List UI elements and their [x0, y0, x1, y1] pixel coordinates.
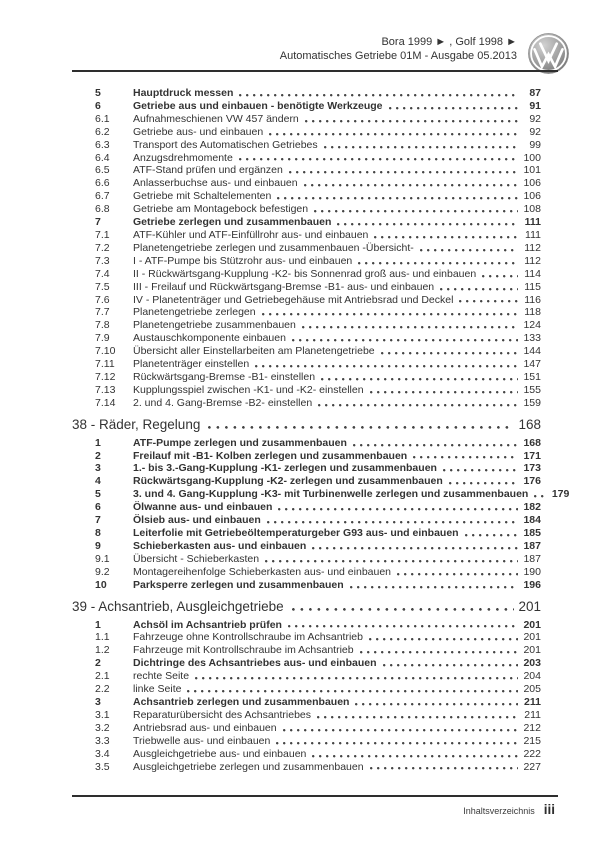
toc-item: [95, 722, 541, 735]
dot-leader: [370, 761, 518, 774]
toc-item-number: 7.7: [95, 306, 110, 319]
toc-item: [95, 281, 541, 294]
toc-item-title: Triebwelle aus- und einbauen: [133, 734, 271, 747]
chapter-page-number: 201: [518, 598, 541, 614]
toc-item-title: Parksperre zerlegen und zusammenbauen: [133, 578, 344, 591]
dot-leader: [269, 126, 518, 139]
toc-item-page-number: 115: [524, 280, 541, 293]
dot-leader: [383, 657, 519, 670]
toc-item-number: 2: [95, 449, 101, 462]
toc-item-number: 8: [95, 527, 101, 539]
toc-item-title: IV - Planetenträger und Getriebegehäuse mit Antriebsrad und Deckel: [133, 293, 454, 306]
toc-item-title: ATF-Stand prüfen und ergänzen: [133, 164, 283, 177]
toc-item-number: 6.6: [95, 177, 110, 190]
toc-item-page-number: 106: [523, 177, 541, 190]
toc-item-number: 9.1: [95, 552, 110, 565]
toc-item-title: Übersicht - Schieberkasten: [133, 552, 260, 565]
toc-item-title: Leiterfolie mit Getriebeöltemperaturgeber G93 aus- und einbauen: [133, 527, 459, 539]
toc-item-number: 1: [95, 618, 101, 631]
toc: [0, 87, 600, 773]
toc-item: [95, 450, 541, 463]
dot-leader: [305, 113, 518, 126]
toc-item: [95, 371, 541, 384]
toc-item: [95, 100, 541, 113]
toc-item: [95, 696, 541, 709]
toc-item-title: Planetenträger einstellen: [133, 358, 250, 371]
toc-item: [95, 709, 541, 722]
toc-item-number: 3: [95, 695, 101, 708]
dot-leader: [369, 631, 518, 644]
toc-item-number: 7.8: [95, 319, 110, 332]
dot-leader: [262, 306, 518, 319]
dot-leader: [355, 696, 518, 709]
dot-leader: [267, 514, 518, 527]
dot-leader: [482, 268, 518, 281]
toc-item-number: 3.2: [95, 721, 110, 734]
toc-item: [95, 553, 541, 566]
toc-item-page-number: 114: [524, 267, 541, 280]
toc-item-number: 7.12: [95, 370, 116, 383]
dot-leader: [187, 683, 518, 696]
toc-item: [95, 255, 541, 268]
dot-leader: [324, 139, 518, 152]
toc-item-title: Getriebe zerlegen und zusammenbauen: [133, 216, 332, 229]
dot-leader: [374, 229, 518, 242]
toc-item-page-number: 147: [523, 358, 541, 371]
toc-item-title: Übersicht aller Einstellarbeiten am Planetengetriebe: [133, 345, 375, 358]
toc-item-number: 7.1: [95, 228, 110, 241]
toc-item-page-number: 133: [523, 332, 541, 345]
toc-item-number: 3.5: [95, 760, 110, 773]
toc-item-page-number: 201: [523, 618, 541, 631]
toc-item-title: Getriebe aus- und einbauen: [133, 125, 264, 138]
dot-leader: [255, 358, 518, 371]
dot-leader: [304, 177, 518, 190]
toc-item-number: 4: [95, 475, 101, 488]
toc-item-title: Getriebe aus und einbauen - benötigte Werkzeuge: [133, 99, 383, 112]
toc-item: [95, 644, 541, 657]
dot-leader: [239, 152, 518, 165]
toc-item-number: 6.7: [95, 190, 110, 203]
toc-item-page-number: 184: [523, 514, 541, 527]
dot-leader: [239, 87, 518, 100]
toc-item-title: Freilauf mit -B1- Kolben zerlegen und zusammenbauen: [133, 449, 408, 462]
dot-leader: [283, 722, 518, 735]
toc-item: [95, 203, 541, 216]
toc-item-title: Anlasserbuchse aus- und einbauen: [133, 177, 298, 190]
toc-item: [95, 683, 541, 696]
dot-leader: [350, 579, 518, 592]
toc-item-page-number: 211: [524, 695, 541, 708]
toc-item-title: Aufnahmeschienen VW 457 ändern: [133, 112, 299, 125]
footer-label: Inhaltsverzeichnis: [463, 806, 535, 816]
dot-leader: [277, 190, 518, 203]
header-edition-line: Automatisches Getriebe 01M - Ausgabe 05.2013: [279, 49, 517, 62]
dot-leader: [413, 450, 518, 463]
toc-item-number: 9.2: [95, 565, 110, 578]
toc-item-page-number: 190: [523, 565, 541, 578]
toc-item: [95, 113, 541, 126]
toc-item-title: 1.- bis 3.-Gang-Kupplung -K1- zerlegen und zusammenbauen: [133, 462, 437, 475]
toc-item: [95, 761, 541, 774]
toc-item-title: Getriebe mit Schaltelementen: [133, 190, 272, 203]
toc-item-title: Achsantrieb zerlegen und zusammenbauen: [133, 695, 350, 708]
toc-item: [95, 735, 541, 748]
toc-item: [95, 229, 541, 242]
toc-item-page-number: 185: [523, 527, 541, 539]
toc-item: [95, 384, 541, 397]
toc-item-number: 1: [95, 436, 101, 449]
dot-leader: [278, 501, 518, 514]
toc-item-title: Transport des Automatischen Getriebes: [133, 138, 318, 151]
dot-leader: [317, 709, 518, 722]
toc-item-page-number: 173: [523, 462, 541, 475]
toc-item-number: 7.14: [95, 396, 116, 409]
toc-item-title: ATF-Pumpe zerlegen und zusammenbauen: [133, 436, 347, 449]
toc-item-number: 3.1: [95, 708, 110, 721]
toc-item-title: Getriebe am Montagebock befestigen: [133, 203, 309, 216]
dot-leader: [449, 475, 518, 488]
dot-leader: [292, 332, 518, 345]
header-divider: [72, 70, 558, 72]
toc-item-page-number: 116: [524, 293, 541, 306]
toc-item-title: rechte Seite: [133, 670, 190, 683]
toc-item-number: 3.4: [95, 747, 110, 760]
toc-item-title: Ausgleichgetriebe zerlegen und zusammenbauen: [133, 760, 364, 773]
toc-item: [95, 177, 541, 190]
dot-leader: [321, 371, 518, 384]
dot-leader: [318, 397, 518, 410]
toc-item-page-number: 201: [523, 631, 541, 644]
toc-item: [95, 527, 541, 540]
toc-item-number: 6.3: [95, 138, 110, 151]
dot-leader: [276, 735, 518, 748]
toc-item: [95, 579, 541, 592]
dot-leader: [370, 384, 518, 397]
footer-page-number: iii: [543, 802, 555, 817]
toc-item-number: 7.9: [95, 332, 110, 345]
toc-item-title: Austauschkomponente einbauen: [133, 332, 286, 345]
toc-item: [95, 358, 541, 371]
toc-item-title: Rückwärtsgang-Kupplung -K2- zerlegen und zusammenbauen: [133, 475, 443, 488]
toc-item: [95, 501, 541, 514]
toc-item-page-number: 87: [529, 87, 541, 99]
toc-item: [95, 657, 541, 670]
toc-item-page-number: 215: [523, 734, 541, 747]
toc-item-number: 6.2: [95, 125, 110, 138]
toc-item-number: 6.4: [95, 151, 110, 164]
toc-item-page-number: 155: [523, 383, 541, 396]
toc-item-number: 5: [95, 87, 101, 99]
footer-divider: [72, 795, 558, 797]
toc-item-number: 7.11: [95, 358, 115, 371]
toc-item-title: 2. und 4. Gang-Bremse -B2- einstellen: [133, 396, 313, 409]
toc-item-number: 2.1: [95, 670, 110, 683]
toc-item-page-number: 222: [523, 747, 541, 760]
dot-leader: [312, 540, 518, 553]
toc-item-number: 7: [95, 216, 101, 229]
toc-item-title: Ölsieb aus- und einbauen: [133, 514, 261, 527]
toc-item-number: 2: [95, 657, 101, 670]
toc-item-title: Achsöl im Achsantrieb prüfen: [133, 618, 282, 631]
toc-item-number: 7.4: [95, 267, 110, 280]
dot-leader: [465, 527, 518, 540]
toc-item-title: II - Rückwärtsgang-Kupplung -K2- bis Sonnenrad groß aus- und einbauen: [133, 267, 477, 280]
toc-item-title: Hauptdruck messen: [133, 87, 234, 99]
dot-leader: [208, 416, 514, 433]
toc-item-page-number: 205: [523, 683, 541, 696]
toc-item-number: 7.2: [95, 241, 110, 254]
dot-leader: [265, 553, 518, 566]
toc-item-page-number: 106: [523, 190, 541, 203]
toc-item-page-number: 182: [523, 501, 541, 514]
toc-item-page-number: 108: [523, 203, 541, 216]
toc-item-page-number: 118: [524, 306, 541, 319]
toc-item-page-number: 111: [524, 216, 541, 229]
toc-item-number: 9: [95, 539, 101, 552]
toc-item-page-number: 179: [551, 488, 570, 501]
toc-item-number: 6.5: [95, 164, 110, 177]
toc-chapter-heading: [72, 598, 541, 615]
toc-item: [95, 294, 541, 307]
toc-item-number: 6: [95, 501, 101, 514]
toc-item-number: 7.3: [95, 254, 110, 267]
toc-item-page-number: 101: [523, 164, 541, 177]
toc-item-number: 7.5: [95, 280, 110, 293]
dot-leader: [440, 281, 518, 294]
toc-item-number: 7.13: [95, 383, 116, 396]
toc-item: [95, 190, 541, 203]
toc-item: [95, 345, 541, 358]
dot-leader: [337, 216, 518, 229]
dot-leader: [358, 255, 518, 268]
toc-item: [95, 332, 541, 345]
toc-item: [95, 619, 541, 632]
dot-leader: [288, 619, 518, 632]
dot-leader: [292, 598, 515, 615]
header-model-line: Bora 1999 ► , Golf 1998 ►: [381, 36, 517, 48]
toc-item: [95, 397, 541, 410]
toc-item-number: 1.2: [95, 644, 110, 657]
toc-item-number: 3: [95, 462, 101, 475]
dot-leader: [534, 488, 546, 501]
toc-item-title: Planetengetriebe zerlegen: [133, 306, 256, 319]
toc-item-title: 3. und 4. Gang-Kupplung -K3- mit Turbinenwelle zerlegen und zusammenbauen: [133, 488, 529, 501]
toc-item-page-number: 187: [523, 539, 541, 552]
toc-item-number: 7.10: [95, 345, 116, 358]
dot-leader: [314, 203, 518, 216]
toc-item-page-number: 187: [523, 552, 541, 565]
toc-item: [95, 242, 541, 255]
toc-item: [95, 164, 541, 177]
dot-leader: [381, 345, 518, 358]
toc-item: [95, 216, 541, 229]
toc-item-page-number: 99: [529, 138, 541, 151]
toc-item: [95, 475, 541, 488]
toc-item-page-number: 91: [529, 99, 541, 112]
dot-leader: [312, 748, 518, 761]
toc-item-page-number: 124: [523, 319, 541, 332]
toc-item-title: III - Freilauf und Rückwärtsgang-Bremse -B1- aus- und einbauen: [133, 280, 435, 293]
toc-item: [95, 139, 541, 152]
toc-item: [95, 748, 541, 761]
toc-item-number: 1.1: [95, 631, 110, 644]
toc-item-page-number: 212: [523, 721, 541, 734]
dot-leader: [289, 164, 518, 177]
toc-item-page-number: 112: [524, 241, 541, 254]
page-header: [280, 36, 517, 63]
toc-item: [95, 514, 541, 527]
toc-item-page-number: 196: [523, 578, 541, 591]
toc-item: [95, 126, 541, 139]
toc-item-title: Anzugsdrehmomente: [133, 151, 233, 164]
toc-item-title: Kupplungsspiel zwischen -K1- und -K2- einstellen: [133, 383, 364, 396]
toc-item-number: 2.2: [95, 683, 110, 696]
toc-item-title: Planetengetriebe zerlegen und zusammenbauen -Übersicht-: [133, 241, 414, 254]
toc-item: [95, 306, 541, 319]
toc-item-page-number: 92: [529, 112, 541, 125]
toc-item-page-number: 211: [524, 708, 541, 721]
toc-item: [95, 462, 541, 475]
toc-item-page-number: 171: [523, 449, 541, 462]
toc-item-number: 6.1: [95, 112, 110, 125]
toc-item: [95, 540, 541, 553]
toc-item-page-number: 201: [523, 644, 541, 657]
chapter-label: 38 - Räder, Regelung: [72, 416, 201, 432]
dot-leader: [459, 294, 518, 307]
toc-chapter-heading: [72, 416, 541, 433]
toc-item: [95, 437, 541, 450]
toc-item-title: Ausgleichgetriebe aus- und einbauen: [133, 747, 307, 760]
toc-item-number: 3.3: [95, 734, 110, 747]
dot-leader: [443, 462, 518, 475]
toc-item-title: Reparaturübersicht des Achsantriebes: [133, 708, 312, 721]
toc-item-number: 7.6: [95, 293, 110, 306]
toc-item-title: Fahrzeuge ohne Kontrollschraube im Achsantrieb: [133, 631, 363, 644]
toc-item-number: 10: [95, 578, 107, 591]
toc-item-title: Rückwärtsgang-Bremse -B1- einstellen: [133, 370, 316, 383]
toc-item-title: Planetengetriebe zusammenbauen: [133, 319, 296, 332]
toc-item-number: 6.8: [95, 203, 110, 216]
toc-item-title: Antriebsrad aus- und einbauen: [133, 721, 277, 734]
vw-logo-icon: [528, 33, 569, 74]
dot-leader: [195, 670, 518, 683]
toc-item-page-number: 227: [523, 760, 541, 773]
toc-item-title: I - ATF-Pumpe bis Stützrohr aus- und einbauen: [133, 254, 353, 267]
toc-item-page-number: 168: [523, 436, 541, 449]
toc-item-title: Ölwanne aus- und einbauen: [133, 501, 273, 514]
toc-item: [95, 87, 541, 100]
chapter-label: 39 - Achsantrieb, Ausgleichgetriebe: [72, 598, 284, 614]
toc-item-title: Fahrzeuge mit Kontrollschraube im Achsantrieb: [133, 644, 354, 657]
toc-item-title: Dichtringe des Achsantriebes aus- und einbauen: [133, 657, 377, 670]
toc-item-page-number: 176: [523, 475, 541, 488]
toc-item: [95, 268, 541, 281]
toc-item-title: Montagereihenfolge Schieberkasten aus- und einbauen: [133, 565, 392, 578]
toc-item-page-number: 112: [524, 254, 541, 267]
toc-item-page-number: 159: [523, 396, 541, 409]
toc-item-title: linke Seite: [133, 683, 182, 696]
toc-item-page-number: 203: [523, 657, 541, 670]
dot-leader: [360, 644, 518, 657]
dot-leader: [389, 100, 518, 113]
toc-item-page-number: 100: [523, 151, 541, 164]
toc-item-number: 7: [95, 514, 101, 527]
toc-item: [95, 488, 570, 501]
toc-item-page-number: 111: [525, 228, 541, 241]
toc-item-page-number: 151: [523, 370, 541, 383]
chapter-page-number: 168: [518, 416, 541, 432]
dot-leader: [302, 319, 518, 332]
toc-item: [95, 670, 541, 683]
toc-item-title: ATF-Kühler und ATF-Einfüllrohr aus- und einbauen: [133, 228, 369, 241]
page-footer: [463, 802, 555, 817]
toc-item: [95, 152, 541, 165]
toc-item: [95, 566, 541, 579]
dot-leader: [353, 437, 518, 450]
toc-item-number: 5: [95, 488, 101, 501]
dot-leader: [420, 242, 518, 255]
toc-item: [95, 319, 541, 332]
toc-item-page-number: 204: [523, 670, 541, 683]
dot-leader: [397, 566, 518, 579]
toc-item: [95, 631, 541, 644]
toc-item-page-number: 92: [529, 125, 541, 138]
toc-item-title: Schieberkasten aus- und einbauen: [133, 539, 307, 552]
toc-item-page-number: 144: [523, 345, 541, 358]
toc-item-number: 6: [95, 99, 101, 112]
